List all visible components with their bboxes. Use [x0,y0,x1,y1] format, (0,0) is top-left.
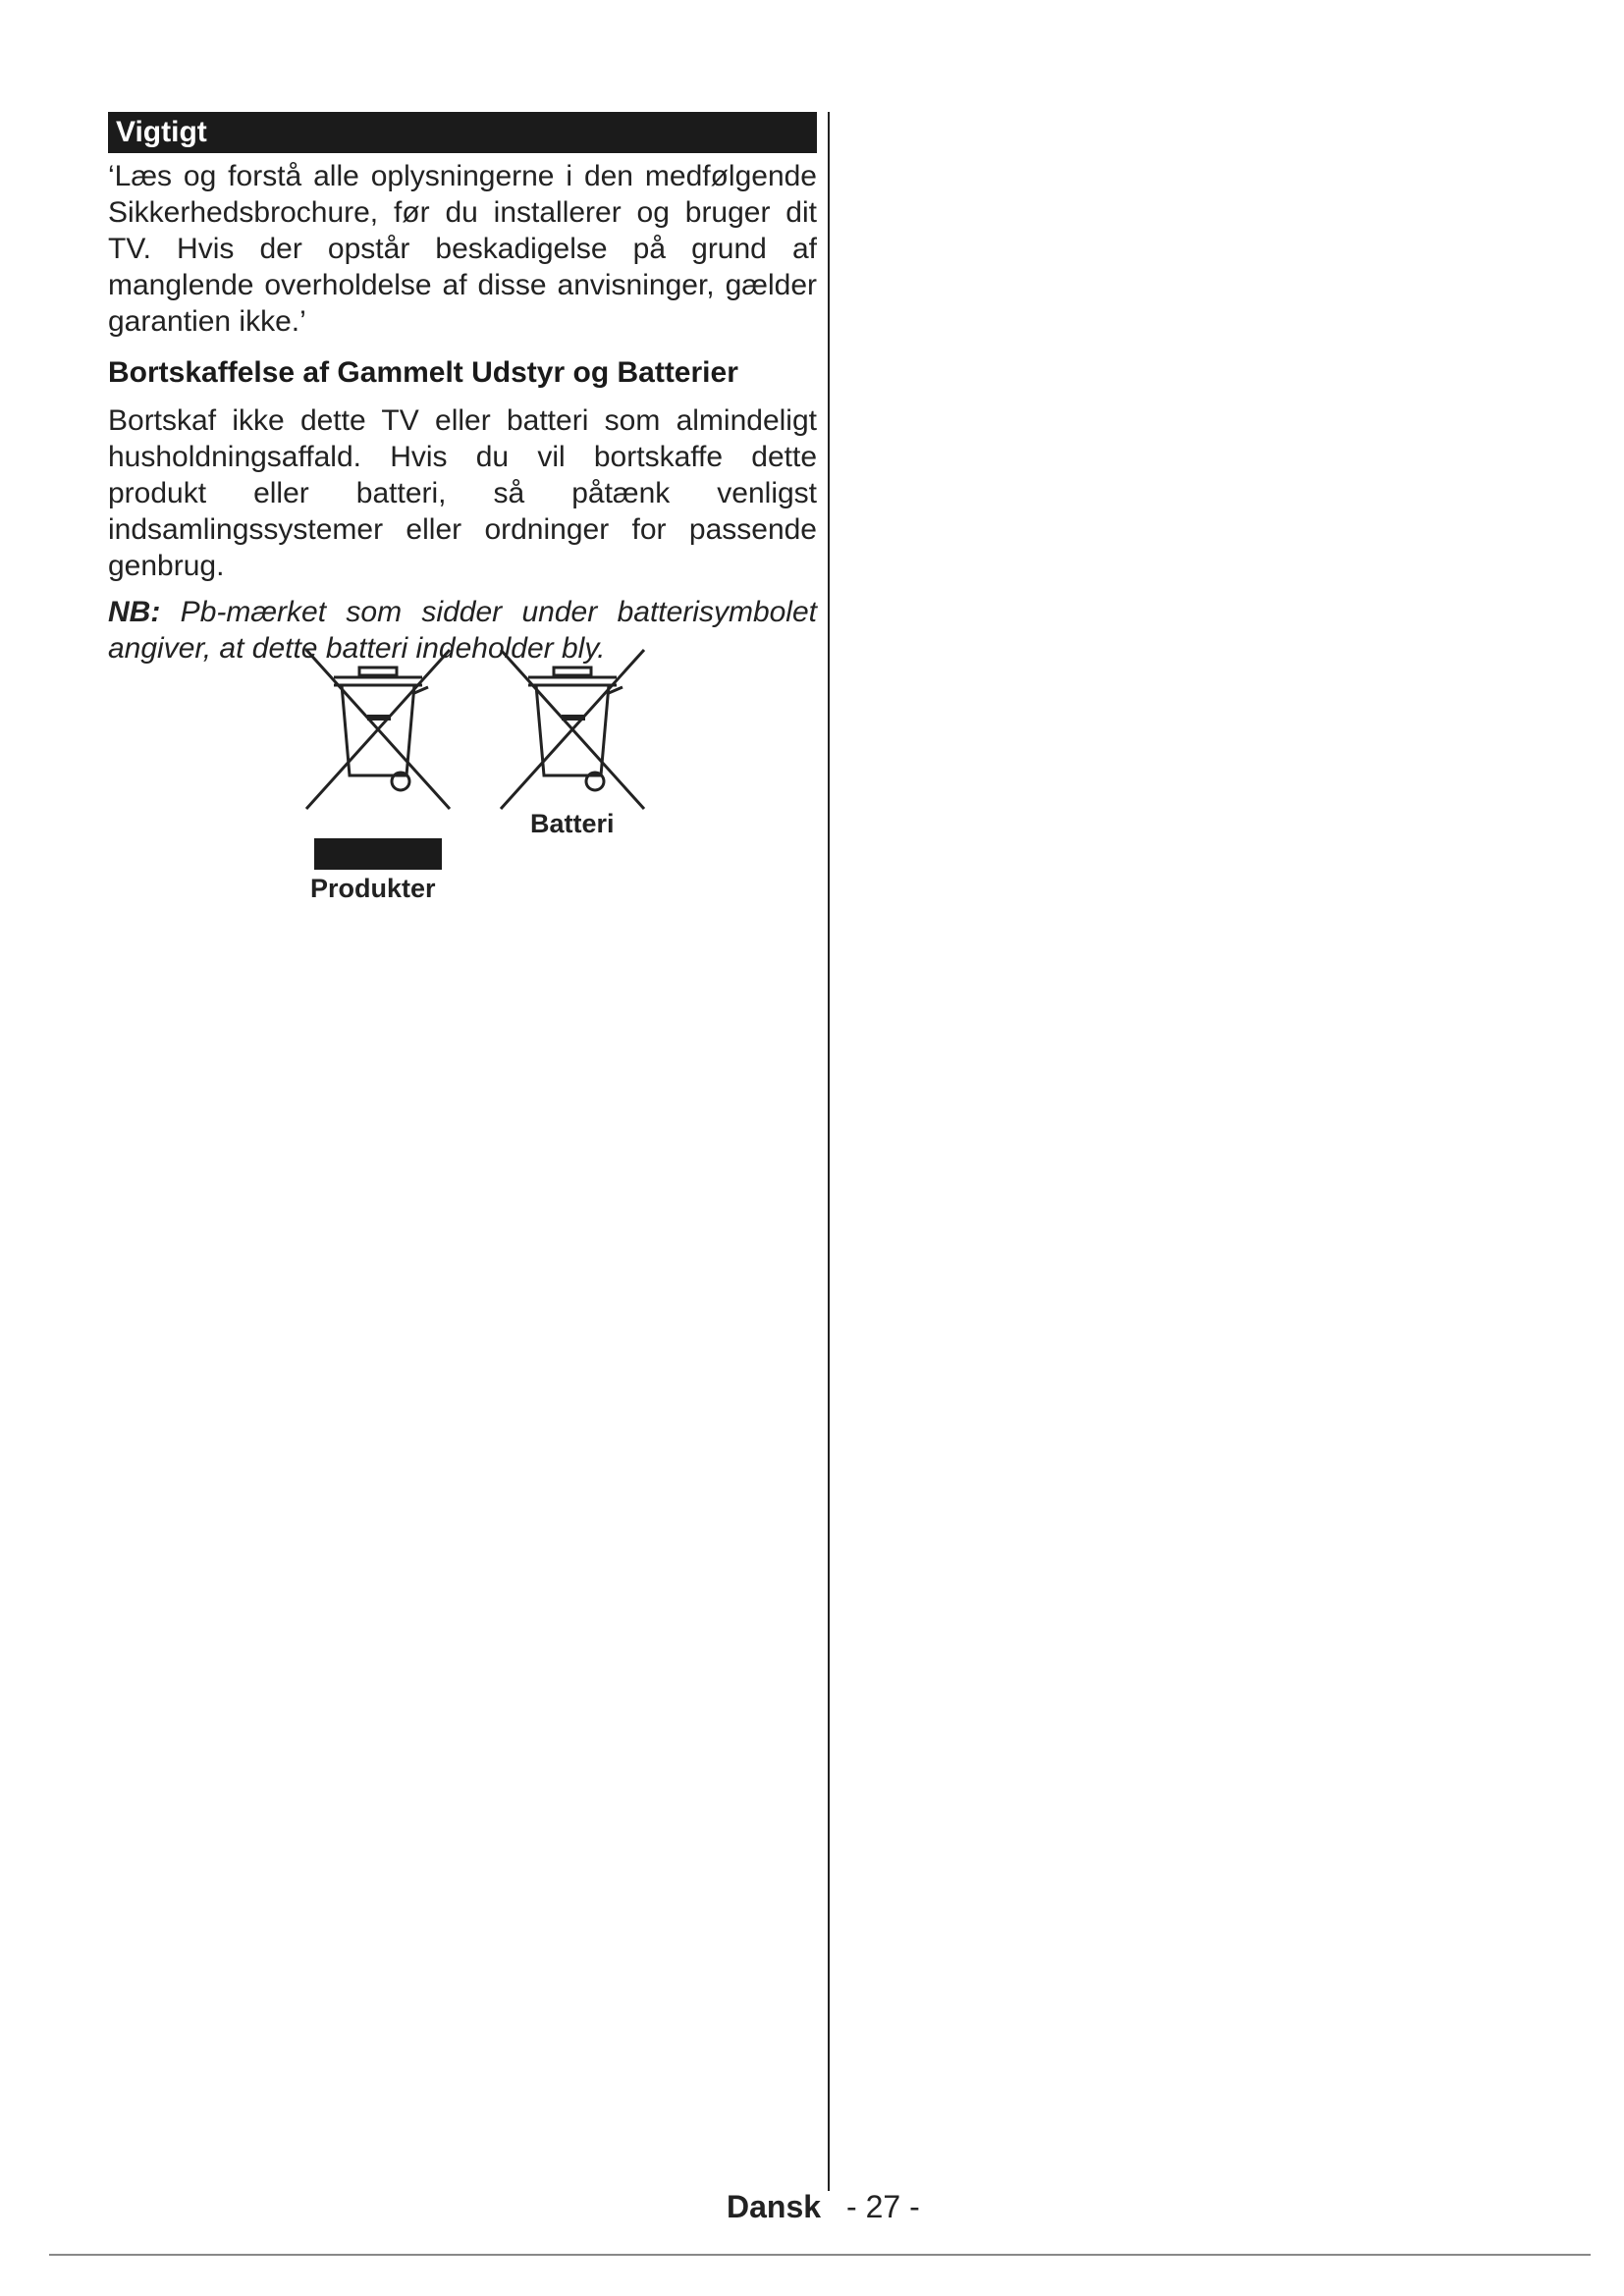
products-label: Produkter [310,874,436,903]
page-number: - 27 - [846,2189,920,2224]
important-heading: Vigtigt [108,112,817,153]
disposal-heading: Bortskaffelse af Gammelt Udstyr og Batterier [108,356,738,389]
crossed-out-wheelie-bin-icon [295,646,461,813]
column-divider [828,112,830,2191]
important-text: ‘Læs og forstå alle oplysningerne i den medfølgende Sikkerhedsbrochure, før du installerer og bruger dit TV. Hvis der opstår beskadigelse på grund af manglende overholdelse af disse anvisninger, gælder garantien ikke.’ [108,160,817,338]
battery-label: Batteri [530,809,615,838]
crossed-out-wheelie-bin-icon [489,646,656,813]
footer-language: Dansk [727,2189,822,2224]
product-bar [314,838,442,870]
page-footer [727,2189,920,2225]
disposal-text: Bortskaf ikke dette TV eller batteri som almindeligt husholdningsaffald. Hvis du vil bortskaffe dette produkt eller batteri, så påtænk venligst indsamlingssystemer eller ordninger for passende genbrug. [108,404,817,582]
note-text: Pb-mærket som sidder under batterisymbolet angiver, at dette batteri indeholder bly. [108,596,817,665]
main-column [108,112,817,667]
note-label: NB: [108,596,161,628]
bottom-rule [49,2254,1591,2256]
weee-symbols [295,646,668,921]
